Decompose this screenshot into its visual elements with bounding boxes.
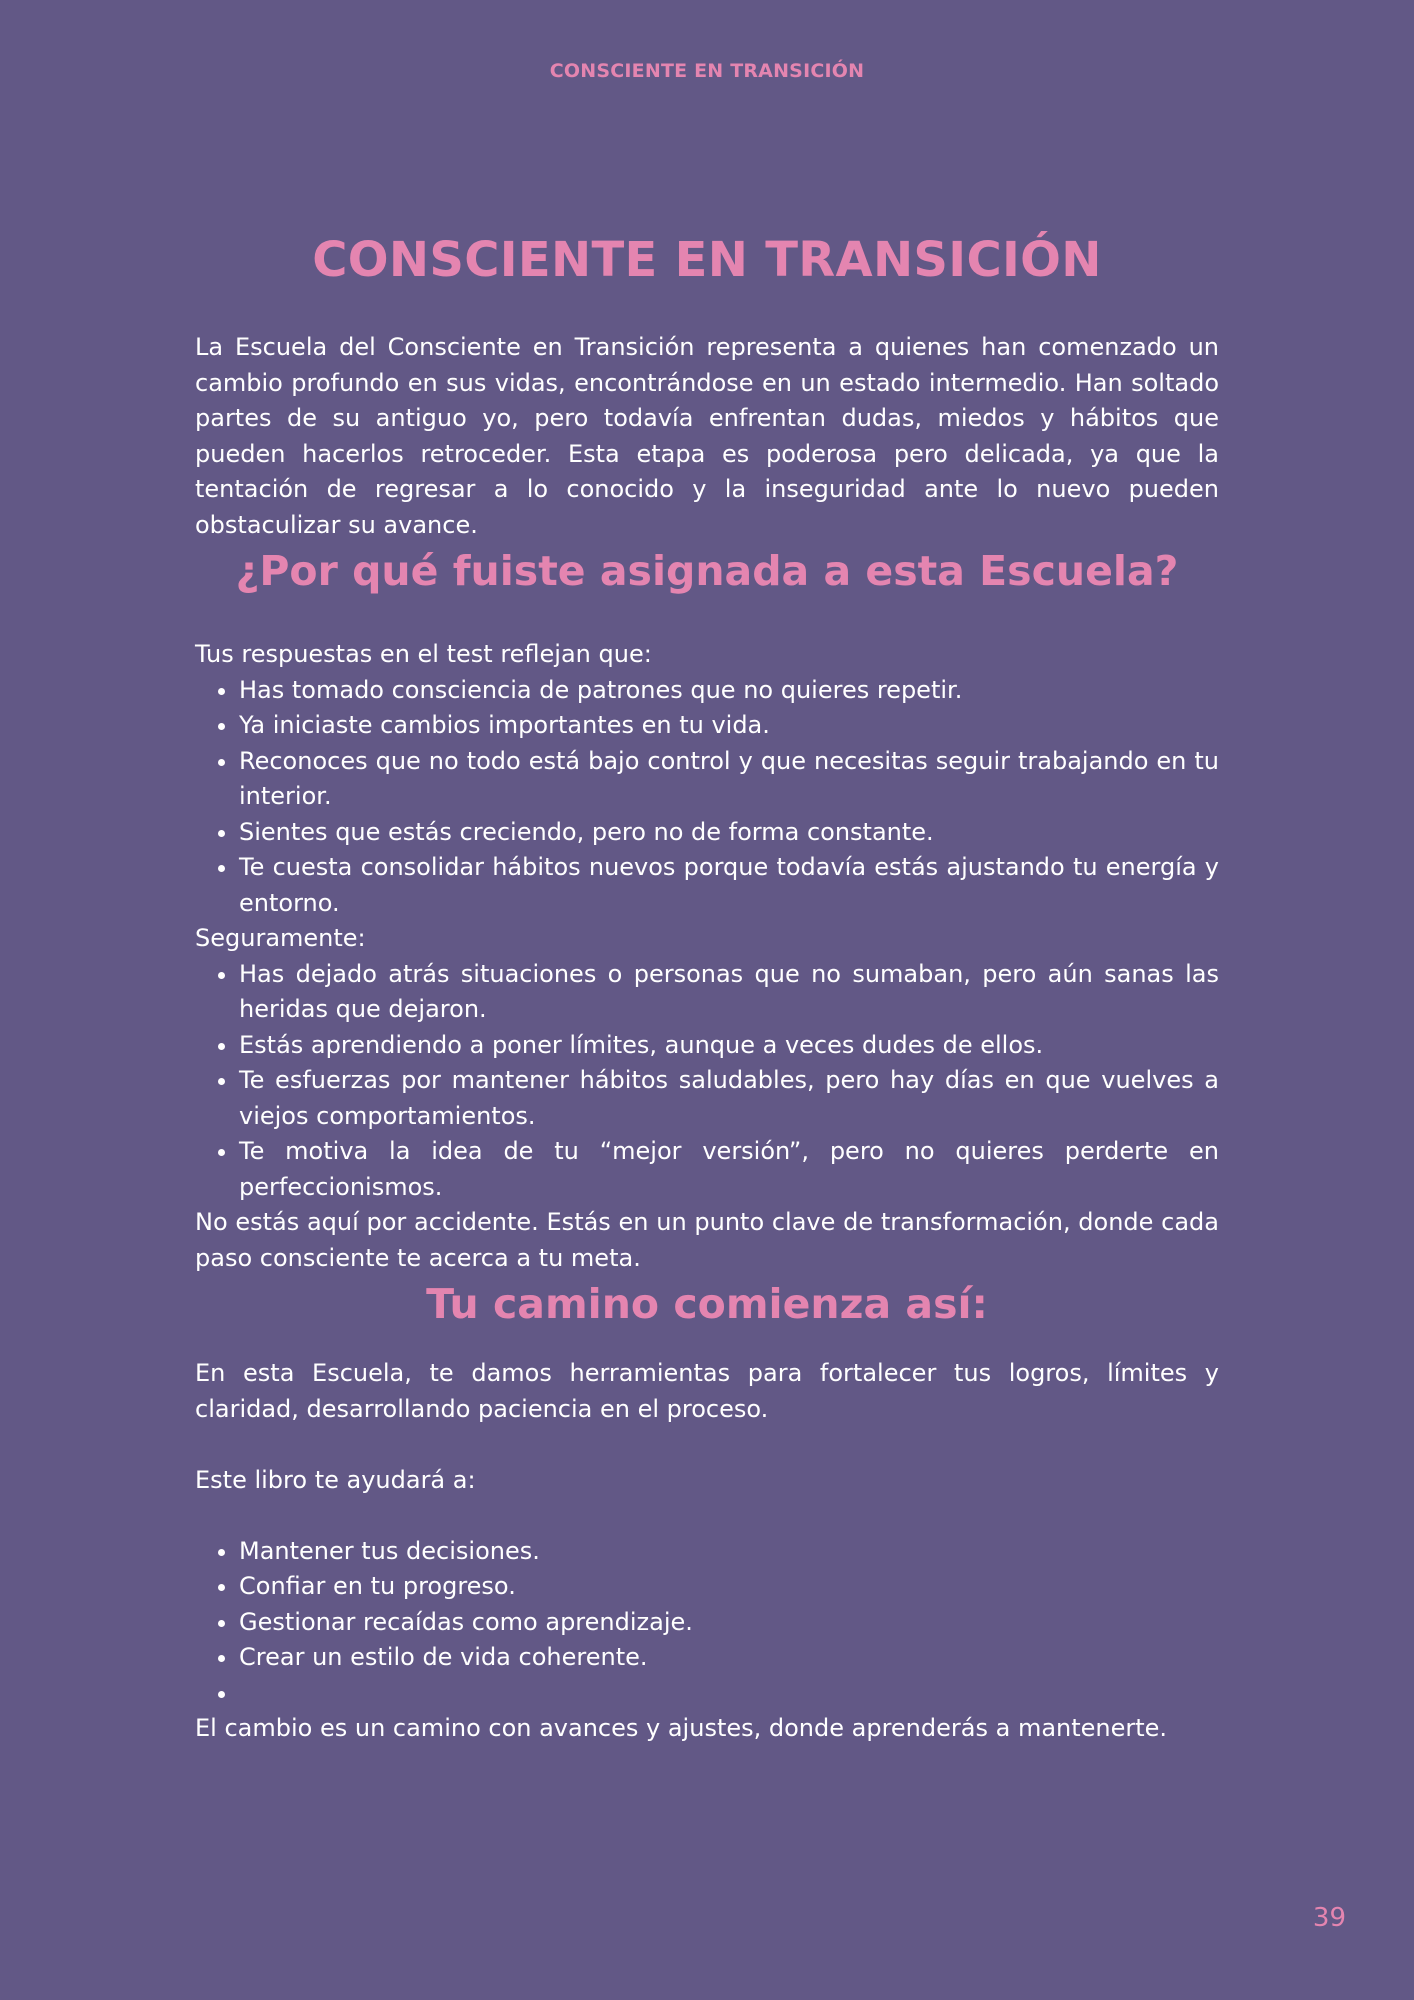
running-header: CONSCIENTE EN TRANSICIÓN xyxy=(549,60,865,82)
section-why-lead2: Seguramente: xyxy=(195,924,366,952)
probably-list xyxy=(195,957,1219,1206)
intro-paragraph: La Escuela del Consciente en Transición representa a quienes han comenzado un cambio profundo en sus vidas, encontrándose en un estado intermedio. Han soltado partes de su antiguo yo, pero todavía enfrentan dudas, miedos y hábitos que pueden hacerlos retroceder. Esta etapa es poderosa pero delicada, ya que la tentación de regresar a lo conocido y la inseguridad ante lo nuevo pueden obstaculizar su avance. xyxy=(195,333,1219,539)
list-item: • Estás aprendiendo a poner límites, aunque a veces dudes de ellos. xyxy=(239,1028,1219,1064)
list-item: • Sientes que estás creciendo, pero no de forma constante. xyxy=(239,815,1219,851)
section-heading-path: Tu camino comienza así: xyxy=(426,1280,988,1328)
list-item: • Te esfuerzas por mantener hábitos saludables, pero hay días en que vuelves a viejos comportamientos. xyxy=(239,1063,1219,1134)
spacer xyxy=(195,1498,1219,1534)
section-path-closing: El cambio es un camino con avances y ajustes, donde aprenderás a mantenerte. xyxy=(195,1714,1168,1742)
page-number: 39 xyxy=(1312,1903,1346,1933)
spacer xyxy=(195,1427,1219,1463)
page-title: CONSCIENTE EN TRANSICIÓN xyxy=(312,232,1102,288)
section-path-paragraph: En esta Escuela, te damos herramientas para fortalecer tus logros, límites y claridad, desarrollando paciencia en el proceso. xyxy=(195,1359,1219,1423)
section-path-body xyxy=(195,1356,1219,1747)
book-goals-list xyxy=(195,1534,1219,1712)
list-item: • Has tomado consciencia de patrones que no quieres repetir. xyxy=(239,673,1219,709)
list-item: • Confiar en tu progreso. xyxy=(239,1569,1219,1605)
page-content xyxy=(195,228,1219,1747)
list-item: • Reconoces que no todo está bajo control y que necesitas seguir trabajando en tu interior. xyxy=(239,744,1219,815)
list-item: • Gestionar recaídas como aprendizaje. xyxy=(239,1605,1219,1641)
list-item-empty xyxy=(239,1676,1219,1712)
list-item: • Ya iniciaste cambios importantes en tu vida. xyxy=(239,708,1219,744)
section-why-body xyxy=(195,637,1219,1276)
list-item: • Mantener tus decisiones. xyxy=(239,1534,1219,1570)
list-item: • Has dejado atrás situaciones o personas que no sumaban, pero aún sanas las heridas que dejaron. xyxy=(239,957,1219,1028)
section-heading-why: ¿Por qué fuiste asignada a esta Escuela? xyxy=(235,547,1179,595)
section-why-closing: No estás aquí por accidente. Estás en un punto clave de transformación, donde cada paso consciente te acerca a tu meta. xyxy=(195,1208,1219,1272)
section-why-lead: Tus respuestas en el test reflejan que: xyxy=(195,640,652,668)
reasons-list xyxy=(195,673,1219,922)
list-item: • Crear un estilo de vida coherente. xyxy=(239,1640,1219,1676)
list-item: • Te motiva la idea de tu “mejor versión”, pero no quieres perderte en perfeccionismos. xyxy=(239,1134,1219,1205)
list-item: • Te cuesta consolidar hábitos nuevos porque todavía estás ajustando tu energía y entorno. xyxy=(239,850,1219,921)
section-path-lead: Este libro te ayudará a: xyxy=(195,1465,476,1494)
